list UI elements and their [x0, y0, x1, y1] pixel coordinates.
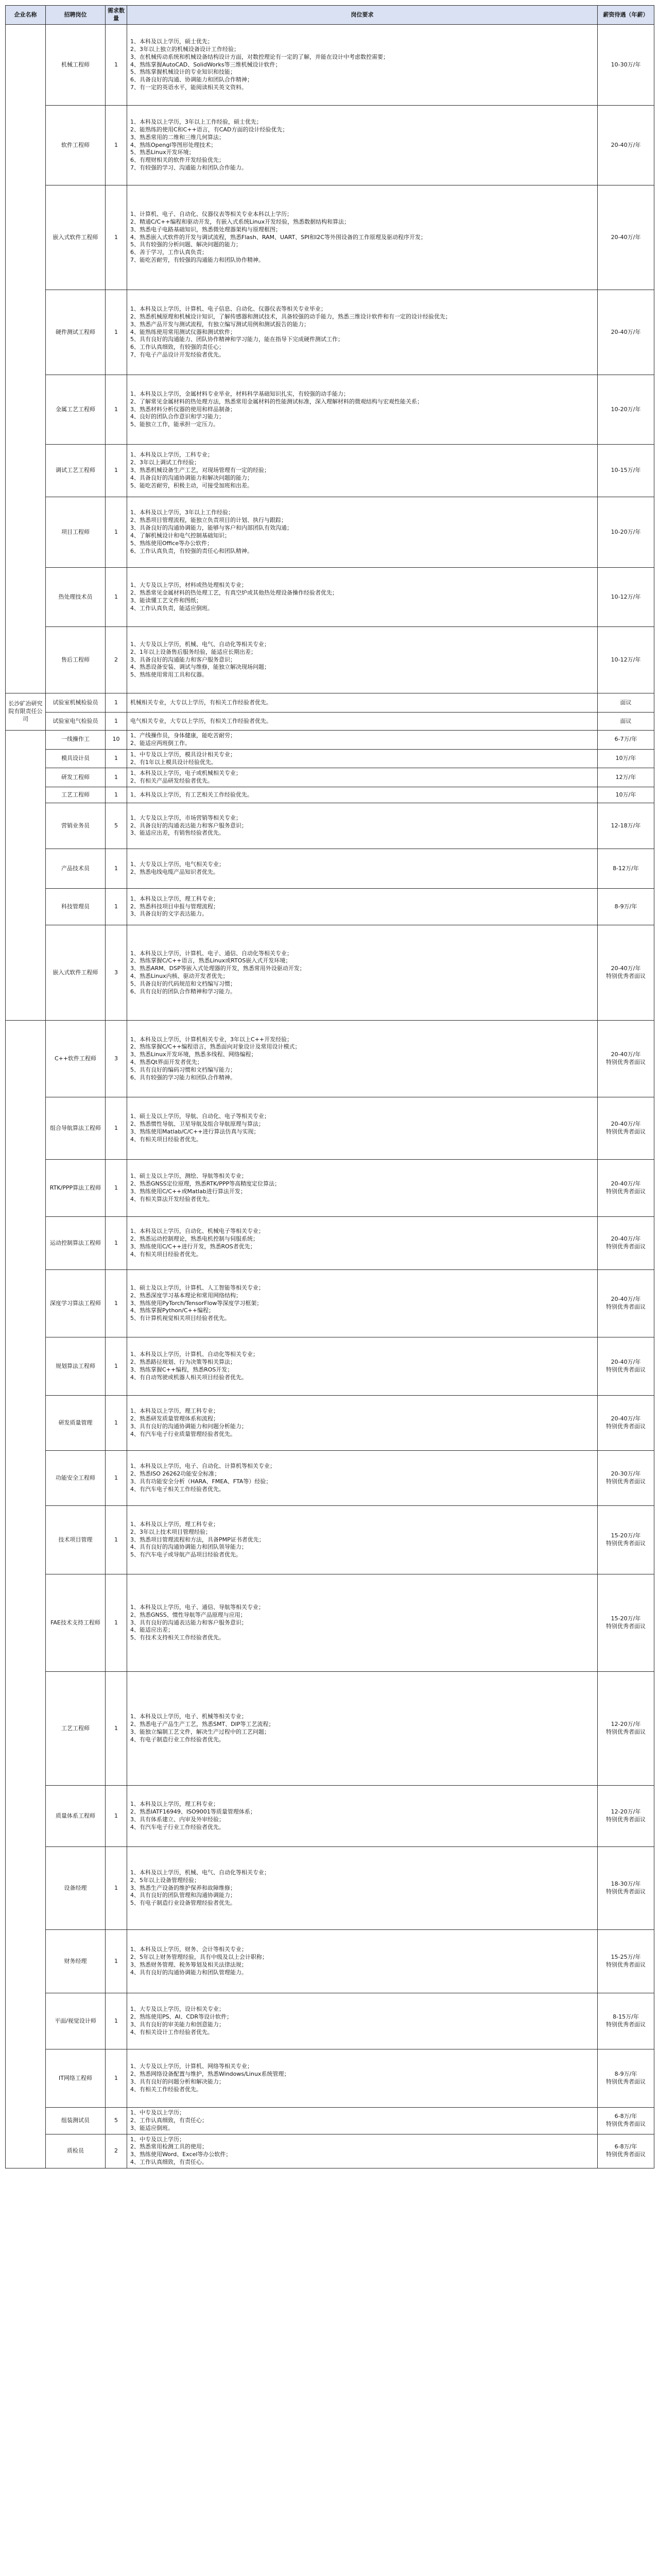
requirements-cell: 1、本科及以上学历，计算机、电子、通信、自动化等相关专业； 2、熟练掌握C/C++语言，熟悉Linux或RTOS嵌入式开发环境； 3、熟悉ARM、DSP等嵌入式处理器的开发，熟悉常用外设驱动开发； 4、熟悉Linux内核、驱动开发者优先； 5、具备良好的代码规范和文档编写习惯； 6、具有良好的团队合作精神和学习能力。 [127, 925, 598, 1021]
count-cell: 1 [106, 713, 127, 731]
requirements-cell: 1、本科及以上学历，自动化、机械电子等相关专业； 2、熟悉运动控制理论，熟悉电机控制与伺服系统； 3、熟练使用C/C++进行开发，熟悉ROS者优先； 4、有相关项目经验者优先。 [127, 1217, 598, 1270]
table-row [6, 889, 654, 925]
salary-cell: 20-40万/年 [598, 185, 654, 290]
count-cell: 1 [106, 1097, 127, 1160]
salary-cell: 8-12万/年 [598, 849, 654, 889]
count-cell: 1 [106, 749, 127, 768]
salary-cell: 10万/年 [598, 749, 654, 768]
position-cell: 运动控制算法工程师 [46, 1217, 106, 1270]
salary-cell: 12-18万/年 [598, 803, 654, 849]
count-cell: 3 [106, 925, 127, 1021]
count-cell: 1 [106, 1217, 127, 1270]
position-cell: 项目工程师 [46, 497, 106, 568]
salary-cell: 12万/年 [598, 768, 654, 787]
table-row [6, 713, 654, 731]
company-cell [6, 25, 46, 693]
salary-cell: 20-40万/年 特别优秀者面议 [598, 1160, 654, 1217]
position-cell: 工艺工程师 [46, 787, 106, 803]
table-row [6, 1574, 654, 1672]
count-cell: 1 [106, 106, 127, 185]
header-company: 企业名称 [6, 6, 46, 25]
requirements-cell: 1、大专及以上学历，机械、电气、自动化等相关专业； 2、1年以上设备售后服务经验，能适应长期出差； 3、具备良好的沟通能力和客户服务意识； 4、熟悉设备安装、调试与维修，能独立解决现场问题； 5、熟练使用常用工具和仪器。 [127, 627, 598, 693]
header-row [6, 6, 654, 25]
table-row [6, 1672, 654, 1786]
requirements-cell: 1、本科及以上学历，电子或机械相关专业； 2、有相关产品研发经验者优先。 [127, 768, 598, 787]
position-cell: 软件工程师 [46, 106, 106, 185]
salary-cell: 20-40万/年 特别优秀者面议 [598, 1217, 654, 1270]
count-cell: 1 [106, 1337, 127, 1396]
requirements-cell: 1、本科及以上学历，理工科专业； 2、熟悉科技项目申报与管理流程； 3、具备良好的文字表达能力。 [127, 889, 598, 925]
table-row [6, 445, 654, 497]
requirements-cell: 1、大专及以上学历，设计相关专业； 2、熟练使用PS、AI、CDR等设计软件； 3、具有良好的审美能力和创意能力； 4、有相关设计工作经验者优先。 [127, 1993, 598, 2049]
position-cell: IT网络工程师 [46, 2049, 106, 2108]
table-row [6, 1451, 654, 1506]
count-cell: 1 [106, 1451, 127, 1506]
position-cell: 质检员 [46, 2134, 106, 2168]
position-cell: 机械工程师 [46, 25, 106, 106]
position-cell: 一线操作工 [46, 731, 106, 750]
table-row [6, 803, 654, 849]
salary-cell: 18-30万/年 特别优秀者面议 [598, 1847, 654, 1930]
requirements-cell: 1、大专及以上学历，电气相关专业； 2、熟悉电线电缆产品知识者优先。 [127, 849, 598, 889]
requirements-cell: 1、中专及以上学历，模具设计相关专业； 2、有1年以上模具设计经验优先。 [127, 749, 598, 768]
salary-cell: 20-40万/年 特别优秀者面议 [598, 1021, 654, 1097]
count-cell: 1 [106, 1160, 127, 1217]
position-cell: 研发工程师 [46, 768, 106, 787]
table-row [6, 290, 654, 375]
salary-cell: 20-40万/年 特别优秀者面议 [598, 925, 654, 1021]
position-cell: 嵌入式软件工程师 [46, 185, 106, 290]
requirements-cell: 1、本科及以上学历，机械、电气、自动化等相关专业； 2、5年以上设备管理经验； 3、熟悉生产设备的维护保养和故障维修； 4、具有良好的团队管理和沟通协调能力； 5、有电子制造行业设备管理经验者优先。 [127, 1847, 598, 1930]
requirements-cell: 1、本科及以上学历，硕士优先； 2、3年以上独立的机械设备设计工作经验； 3、在机械传动系统和机械设备结构设计方面，对数控理论有一定的了解，并能在设计中考虑数控需要； 4、熟练掌握AutoCAD、SolidWorks等三维机械设计软件； 5、熟练掌握机械设计的专业知识和技能； 6、具备良好的沟通、协调能力和团队合作精神； 7、有一定的英语水平，能阅读相关英文资料。 [127, 25, 598, 106]
header-requirements: 岗位要求 [127, 6, 598, 25]
position-cell: 硬件测试工程师 [46, 290, 106, 375]
position-cell: 质量体系工程师 [46, 1786, 106, 1847]
requirements-cell: 1、大专及以上学历，材料或热处理相关专业； 2、熟悉常见金属材料的热处理工艺，有真空炉或其他热处理设备操作经验者优先； 3、能读懂工艺文件和图纸； 4、工作认真负责，能适应倒班。 [127, 568, 598, 627]
table-row [6, 925, 654, 1021]
position-cell: 试验室电气检验员 [46, 713, 106, 731]
requirements-cell: 1、大专及以上学历，计算机、网络等相关专业； 2、熟悉网络设备配置与维护，熟悉Windows/Linux系统管理； 3、具有良好的问题分析和解决能力； 4、有相关工作经验者优先。 [127, 2049, 598, 2108]
position-cell: 试验室机械检验员 [46, 693, 106, 713]
count-cell: 5 [106, 803, 127, 849]
requirements-cell: 电气相关专业，大专以上学历，有相关工作经验者优先。 [127, 713, 598, 731]
count-cell: 1 [106, 290, 127, 375]
count-cell: 1 [106, 1574, 127, 1672]
salary-cell: 8-15万/年 特别优秀者面议 [598, 1993, 654, 2049]
salary-cell: 20-40万/年 特别优秀者面议 [598, 1270, 654, 1337]
header-position: 招聘岗位 [46, 6, 106, 25]
table-row [6, 1506, 654, 1574]
position-cell: RTK/PPP算法工程师 [46, 1160, 106, 1217]
requirements-cell: 1、中专及以上学历； 2、工作认真细致，有责任心； 3、能适应倒班。 [127, 2108, 598, 2134]
count-cell: 1 [106, 768, 127, 787]
salary-cell: 20-40万/年 特别优秀者面议 [598, 1097, 654, 1160]
count-cell: 2 [106, 2134, 127, 2168]
requirements-cell: 1、本科及以上学历，计算机、电子信息、自动化、仪器仪表等相关专业毕业； 2、熟悉机械原理和机械设计知识，了解传感器和测试技术，具备较强的动手能力，熟悉三维设计软件和有一定的设计经验优先； 3、熟悉产品开发与测试流程，有独立编写测试用例和测试报告的能力； 4、能熟练使用常用测试仪器和测试软件； 5、具有良好的沟通能力、团队协作精神和学习能力，能在指导下完成硬件测试工作； 6、工作认真细致，有较强的责任心； 7、有电子产品设计开发经验者优先。 [127, 290, 598, 375]
position-cell: FAE技术支持工程师 [46, 1574, 106, 1672]
recruitment-table [5, 5, 654, 2168]
count-cell: 1 [106, 1786, 127, 1847]
requirements-cell: 1、本科及以上学历，计算机相关专业，3年以上C++开发经验； 2、熟练掌握C/C++编程语言，熟悉面向对象设计及常用设计模式； 3、熟悉Linux开发环境，熟悉多线程、网络编程； 4、熟悉Qt界面开发者优先； 5、具有良好的编码习惯和文档编写能力； 6、具有较强的学习能力和团队合作精神。 [127, 1021, 598, 1097]
table-row [6, 1097, 654, 1160]
count-cell: 1 [106, 497, 127, 568]
salary-cell: 12-20万/年 特别优秀者面议 [598, 1786, 654, 1847]
table-row [6, 849, 654, 889]
salary-cell: 8-9万/年 特别优秀者面议 [598, 2049, 654, 2108]
table-row [6, 768, 654, 787]
count-cell: 1 [106, 2049, 127, 2108]
table-row [6, 106, 654, 185]
requirements-cell: 1、本科及以上学历，电子、通信、导航等相关专业； 2、熟悉GNSS、惯性导航等产品原理与应用； 3、具有良好的沟通表达能力和客户服务意识； 4、能适应出差； 5、有技术支持相关工作经验者优先。 [127, 1574, 598, 1672]
requirements-cell: 1、本科及以上学历，电子、机械等相关专业； 2、熟悉电子产品生产工艺，熟悉SMT、DIP等工艺流程； 3、能独立编制工艺文件，解决生产过程中的工艺问题； 4、有电子制造行业工作经验者优先。 [127, 1672, 598, 1786]
header-count: 需求数量 [106, 6, 127, 25]
salary-cell: 20-40万/年 [598, 290, 654, 375]
count-cell: 1 [106, 1270, 127, 1337]
requirements-cell: 1、本科及以上学历，理工科专业； 2、熟悉IATF16949、ISO9001等质量管理体系； 3、具有体系建立、内审及外审经验； 4、有汽车电子行业工作经验者优先。 [127, 1786, 598, 1847]
requirements-cell: 1、硕士及以上学历，测绘、导航等相关专业； 2、熟悉GNSS定位原理，熟悉RTK/PPP等高精度定位算法； 3、熟练使用C/C++或Matlab进行算法开发； 4、有相关算法开发经验者优先。 [127, 1160, 598, 1217]
table-row [6, 787, 654, 803]
salary-cell: 10-30万/年 [598, 25, 654, 106]
position-cell: 设备经理 [46, 1847, 106, 1930]
requirements-cell: 1、本科及以上学历，理工科专业； 2、熟悉研发质量管理体系和流程； 3、具有良好的沟通协调能力和问题分析能力； 4、有汽车电子行业质量管理经验者优先。 [127, 1396, 598, 1451]
table-row [6, 1337, 654, 1396]
requirements-cell: 1、中专及以上学历； 2、熟悉常用检测工具的使用； 3、熟练使用Word、Excel等办公软件； 4、工作认真细致，有责任心。 [127, 2134, 598, 2168]
requirements-cell: 1、产线操作员，身体健康，能吃苦耐劳； 2、能适应两班倒工作。 [127, 731, 598, 750]
table-row [6, 1270, 654, 1337]
salary-cell: 10-15万/年 [598, 445, 654, 497]
position-cell: 深度学习算法工程师 [46, 1270, 106, 1337]
requirements-cell: 1、本科及以上学历，电子、自动化、计算机等相关专业； 2、熟悉ISO 26262功能安全标准； 3、具有功能安全分析（HARA、FMEA、FTA等）经验； 4、有汽车电子相关工作经验者优先。 [127, 1451, 598, 1506]
table-row [6, 1993, 654, 2049]
requirements-cell: 1、本科及以上学历，3年以上工作经验，硕士优先； 2、能熟练的使用C和C++语言，有CAD方面的设计经验优先； 3、熟悉常用的二维和三维几何算法； 4、熟练Opengl等图形处理技术； 5、熟悉Linux开发环境； 6、有理财相关的软件开发经验优先； 7、有较强的学习、沟通能力和团队合作能力。 [127, 106, 598, 185]
count-cell: 1 [106, 1847, 127, 1930]
position-cell: 调试工艺工程师 [46, 445, 106, 497]
count-cell: 1 [106, 1506, 127, 1574]
table-row [6, 1396, 654, 1451]
position-cell: 科技管理员 [46, 889, 106, 925]
salary-cell: 15-20万/年 特别优秀者面议 [598, 1574, 654, 1672]
company-cell [6, 1021, 46, 2168]
table-row [6, 185, 654, 290]
salary-cell: 10-12万/年 [598, 568, 654, 627]
count-cell: 2 [106, 627, 127, 693]
count-cell: 1 [106, 25, 127, 106]
table-row [6, 1160, 654, 1217]
count-cell: 1 [106, 185, 127, 290]
salary-cell: 6-7万/年 [598, 731, 654, 750]
salary-cell: 6-8万/年 特别优秀者面议 [598, 2108, 654, 2134]
count-cell: 1 [106, 445, 127, 497]
count-cell: 1 [106, 1672, 127, 1786]
position-cell: 规划算法工程师 [46, 1337, 106, 1396]
position-cell: 工艺工程师 [46, 1672, 106, 1786]
position-cell: 研发质量管理 [46, 1396, 106, 1451]
count-cell: 1 [106, 1993, 127, 2049]
salary-cell: 15-25万/年 特别优秀者面议 [598, 1930, 654, 1993]
salary-cell: 20-40万/年 特别优秀者面议 [598, 1396, 654, 1451]
position-cell: 组装测试员 [46, 2108, 106, 2134]
salary-cell: 10-20万/年 [598, 375, 654, 445]
salary-cell: 面议 [598, 713, 654, 731]
count-cell: 1 [106, 568, 127, 627]
table-row [6, 2108, 654, 2134]
salary-cell: 20-30万/年 特别优秀者面议 [598, 1451, 654, 1506]
count-cell: 1 [106, 693, 127, 713]
count-cell: 5 [106, 2108, 127, 2134]
table-row [6, 497, 654, 568]
requirements-cell: 1、本科及以上学历，有工艺相关工作经验优先。 [127, 787, 598, 803]
requirements-cell: 1、本科及以上学历，计算机、自动化等相关专业； 2、熟悉路径规划、行为决策等相关算法； 3、熟练掌握C++编程，熟悉ROS开发； 4、有自动驾驶或机器人相关项目经验者优先。 [127, 1337, 598, 1396]
requirements-cell: 1、大专及以上学历，市场营销等相关专业； 2、具备良好的沟通表达能力和客户服务意识； 3、能适应出差，有销售经验者优先。 [127, 803, 598, 849]
position-cell: 热处理技术员 [46, 568, 106, 627]
position-cell: 嵌入式软件工程师 [46, 925, 106, 1021]
requirements-cell: 1、硕士及以上学历，计算机、人工智能等相关专业； 2、熟悉深度学习基本理论和常用网络结构； 3、熟练使用PyTorch/TensorFlow等深度学习框架； 4、熟练掌握Python/C++编程； 5、有计算机视觉相关项目经验者优先。 [127, 1270, 598, 1337]
count-cell: 10 [106, 731, 127, 750]
salary-cell: 20-40万/年 特别优秀者面议 [598, 1337, 654, 1396]
position-cell: 技术项目管理 [46, 1506, 106, 1574]
salary-cell: 12-20万/年 特别优秀者面议 [598, 1672, 654, 1786]
table-row [6, 1021, 654, 1097]
salary-cell: 20-40万/年 [598, 106, 654, 185]
table-row [6, 1786, 654, 1847]
table-row [6, 1847, 654, 1930]
count-cell: 1 [106, 849, 127, 889]
count-cell: 1 [106, 889, 127, 925]
requirements-cell: 1、本科及以上学历，金属材料专业毕业，材料科学基础知识扎实，有较强的动手能力； 2、了解常见金属材料的热处理方法，熟悉常用金属材料的性能测试标准，深入理解材料的微观结构与宏观性能关系； 3、熟悉材料分析仪器的使用和样品制备； 4、良好的团队合作意识和学习能力； 5、能独立工作，能承担一定压力。 [127, 375, 598, 445]
salary-cell: 15-20万/年 特别优秀者面议 [598, 1506, 654, 1574]
table-row [6, 1217, 654, 1270]
salary-cell: 8-9万/年 [598, 889, 654, 925]
requirements-cell: 1、本科及以上学历，工科专业； 2、3年以上调试工作经验； 3、熟悉机械设备生产工艺，对现场管理有一定的经验； 4、具备良好的沟通协调能力和解决问题的能力； 5、能吃苦耐劳，积极主动，可接受加班和出差。 [127, 445, 598, 497]
requirements-cell: 1、硕士及以上学历，导航、自动化、电子等相关专业； 2、熟悉惯性导航、卫星导航及组合导航原理与算法； 3、熟练使用Matlab/C/C++进行算法仿真与实现； 4、有相关项目经验者优先。 [127, 1097, 598, 1160]
position-cell: 功能安全工程师 [46, 1451, 106, 1506]
header-salary: 薪资待遇（年薪） [598, 6, 654, 25]
position-cell: 营销业务员 [46, 803, 106, 849]
table-row [6, 2134, 654, 2168]
table-row [6, 568, 654, 627]
requirements-cell: 1、计算机、电子、自动化、仪器仪表等相关专业本科以上学历； 2、精通C/C++编程和驱动开发，有嵌入式系统Linux开发经验，熟悉数据结构和算法； 3、熟悉电子电路基础知识，熟悉微处理器架构与原理框图； 4、熟悉嵌入式软件的开发与调试流程，熟悉Flash、RAM、UART、SPI和I2C等外围设备的工作原理及驱动程序开发； 5、具有较强的分析问题、解决问题的能力； 6、善于学习，工作认真负责； 7、能吃苦耐劳，有较强的沟通能力和团队协作精神。 [127, 185, 598, 290]
company-cell: 长沙矿冶研究院有限责任公司 [6, 693, 46, 731]
position-cell: 模具设计员 [46, 749, 106, 768]
position-cell: 金属工艺工程师 [46, 375, 106, 445]
salary-cell: 面议 [598, 693, 654, 713]
count-cell: 1 [106, 787, 127, 803]
salary-cell: 6-8万/年 特别优秀者面议 [598, 2134, 654, 2168]
table-row [6, 375, 654, 445]
company-cell [6, 731, 46, 1021]
count-cell: 3 [106, 1021, 127, 1097]
position-cell: 平面/视觉设计师 [46, 1993, 106, 2049]
table-row [6, 1930, 654, 1993]
salary-cell: 10-20万/年 [598, 497, 654, 568]
requirements-cell: 1、本科及以上学历，理工科专业； 2、3年以上技术项目管理经验； 3、熟悉项目管理流程和方法，具备PMP证书者优先； 4、具有良好的沟通协调能力和团队领导能力； 5、有汽车电子或导航产品项目经验者优先。 [127, 1506, 598, 1574]
position-cell: 售后工程师 [46, 627, 106, 693]
salary-cell: 10-12万/年 [598, 627, 654, 693]
count-cell: 1 [106, 375, 127, 445]
requirements-cell: 机械相关专业，大专以上学历，有相关工作经验者优先。 [127, 693, 598, 713]
table-row [6, 731, 654, 750]
salary-cell: 10万/年 [598, 787, 654, 803]
count-cell: 1 [106, 1396, 127, 1451]
position-cell: C++软件工程师 [46, 1021, 106, 1097]
table-row [6, 749, 654, 768]
count-cell: 1 [106, 1930, 127, 1993]
position-cell: 财务经理 [46, 1930, 106, 1993]
table-row [6, 627, 654, 693]
requirements-cell: 1、本科及以上学历，财务、会计等相关专业； 2、5年以上财务管理经验，具有中级及以上会计职称； 3、熟悉财务管理、税务筹划及相关法律法规； 4、具有良好的沟通协调能力和团队管理能力。 [127, 1930, 598, 1993]
requirements-cell: 1、本科及以上学历，3年以上工作经验； 2、熟悉项目管理流程，能独立负责项目的计划、执行与跟踪； 3、具备良好的沟通协调能力，能够与客户和内部团队有效沟通； 4、了解机械设计和电气控制基础知识； 5、熟练使用Office等办公软件； 6、工作认真负责，有较强的责任心和团队精神。 [127, 497, 598, 568]
table-row [6, 25, 654, 106]
position-cell: 组合导航算法工程师 [46, 1097, 106, 1160]
position-cell: 产品技术员 [46, 849, 106, 889]
table-row [6, 693, 654, 713]
table-row [6, 2049, 654, 2108]
